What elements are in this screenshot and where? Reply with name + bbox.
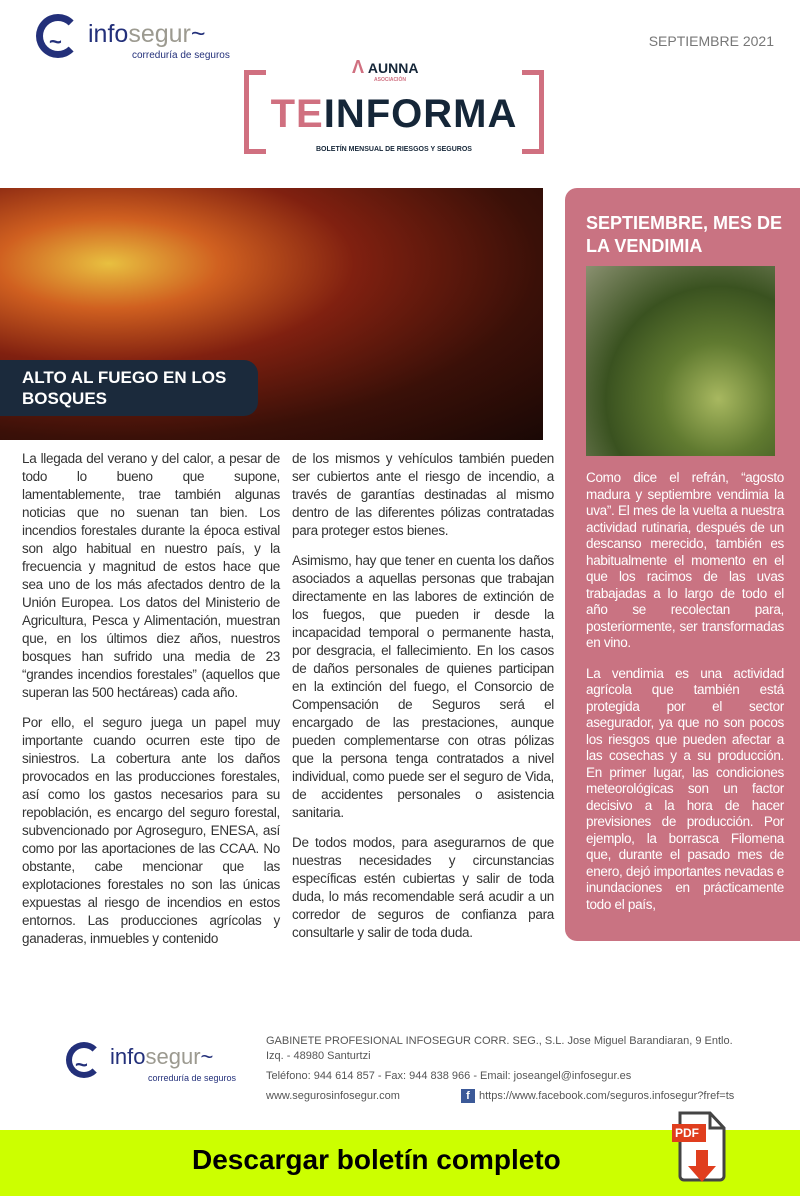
paragraph: Por ello, el seguro juega un papel muy importante cuando ocurren este tipo de siniestros. La cobertura ante los daños provocados en las producciones forestales, así como los gastos necesarios para su repoblación, es encargo del seguro forestal, subvencionado por Agroseguro, ENESA, así como por las aportaciones de las CCAA. No obstante, cabe mencionar que las explotaciones forestales no son las únicas expuestas al riesgo de incendios en estos entornos. Las producciones agrícolas y ganaderas, inmuebles y contenido <box>22 715 280 946</box>
paragraph: Asimismo, hay que tener en cuenta los daños asociados a aquellas personas que trabajan directamente en las labores de extinción de los fuegos, que pueden ir desde la incapacidad temporal o permanente hasta, por desgracia, el fallecimiento. En los casos de daños personales de quienes participan en la extinción del fuego, el Consorcio de Compensación de Seguros será el encargado de las prestaciones, aunque pueden complementarse con otras pólizas que la persona tenga contratados a nivel individual, como puede ser el seguro de Vida, de accidentes personales o asistencia sanitaria. <box>292 553 554 820</box>
masthead <box>244 58 544 158</box>
logo-tagline: correduría de seguros <box>132 50 230 61</box>
logo-mark-icon: ~ <box>36 14 80 58</box>
masthead-subtitle: BOLETÍN MENSUAL DE RIESGOS Y SEGUROS <box>316 146 472 153</box>
aunna-logo <box>352 58 418 83</box>
sidebar-box <box>565 188 800 941</box>
article-title: ALTO AL FUEGO EN LOS BOSQUES <box>0 360 258 416</box>
paragraph: La vendimia es una actividad agrícola que también está protegida por el sector asegurador, ya que no son pocos los riesgos que pueden afectar a las cosechas y a su producción. En primer lugar, las condiciones meteorológicas son un factor decisivo a la hora de hacer previsiones de producción. Por ejemplo, la borrasca Filomena que, durante el pasado mes de enero, dejó importantes nevadas e inundaciones en prácticamente todo el país, <box>586 665 784 912</box>
footer-logo[interactable]: ~ infosegur~ correduría de seguros <box>66 1042 246 1092</box>
paragraph: La llegada del verano y del calor, a pesar de todo lo bueno que supone, lamentablemente, trae también algunas noticias que no suenan tan bien. Los incendios forestales durante la época estival son algo habitual en nuestro país, y la frecuencia y magnitud de estos hace que sea uno de los más afectados dentro de la Unión Europea. Los datos del Ministerio de Agricultura, Pesca y Alimentación, muestran que, en los últimos diez años, nuestros bosques han sufrido una media de 23 “grandes incendios forestales” (aquellos que superan las 500 hectáreas) cada año. <box>22 451 280 700</box>
grapes-image <box>586 266 775 456</box>
article-column-1 <box>22 450 280 960</box>
bracket-right <box>522 70 544 154</box>
infosegur-logo[interactable]: ~ infosegur~ correduría de seguros <box>36 14 236 64</box>
title-informa: INFORMA <box>323 92 518 136</box>
logo-mark-icon: ~ <box>66 1042 102 1078</box>
logo-text-segur: segur <box>128 20 191 48</box>
logo-tagline: correduría de seguros <box>148 1073 237 1083</box>
footer-address: GABINETE PROFESIONAL INFOSEGUR CORR. SEG., S.L. Jose Miguel Barandiaran, 9 Entlo. Izq. - 48980 Santurtzi <box>266 1035 733 1062</box>
paragraph: de los mismos y vehículos también pueden ser cubiertos ante el riesgo de incendio, a través de garantías destinadas al mismo dentro de las diferentes pólizas contratadas para proteger estos bienes. <box>292 451 554 538</box>
footer-facebook-link[interactable]: https://www.facebook.com/seguros.infosegur?fref=ts <box>479 1090 735 1102</box>
paragraph: De todos modos, para asegurarnos de que nuestras necesidades y circunstancias específicas estén cubiertas y salir de toda duda, lo más recomendable será acudir a un corredor de seguros de confianza para consultarle y salir de toda duda. <box>292 835 554 940</box>
logo-text-info: info <box>110 1044 146 1069</box>
paragraph: Como dice el refrán, “agosto madura y septiembre vendimia la uva”. El mes de la vuelta a nuestra actividad rutinaria, después de un descanso merecido, también es habitualmente el momento en el que los racimos de las uvas trabajadas a lo largo de todo el año se recolectan para, posteriormente, ser transformadas en vino. <box>586 470 784 650</box>
masthead-title <box>266 92 522 136</box>
aunna-sub: ASOCIACIÓN <box>374 77 406 83</box>
footer-info <box>266 1034 746 1109</box>
aunna-name: AUNNA <box>367 60 419 76</box>
issue-date: SEPTIEMBRE 2021 <box>648 33 774 49</box>
article-column-2 <box>292 450 554 954</box>
sidebar-title: SEPTIEMBRE, MES DE LA VENDIMIA <box>586 213 783 256</box>
bracket-left <box>244 70 266 154</box>
aunna-a-icon: Λ <box>352 57 365 77</box>
footer-contact: Teléfono: 944 614 857 - Fax: 944 838 966 - Email: joseangel@infosegur.es <box>266 1070 632 1082</box>
footer-website-link[interactable]: www.segurosinfosegur.com <box>266 1090 400 1102</box>
pdf-badge: PDF <box>675 1126 699 1140</box>
pdf-download-icon[interactable] <box>672 1110 728 1186</box>
facebook-icon[interactable]: f <box>461 1089 475 1103</box>
sidebar-text <box>586 470 784 913</box>
logo-text-info: info <box>88 20 129 48</box>
logo-text-segur: segur <box>145 1044 201 1069</box>
title-te: TE <box>270 92 324 136</box>
download-button-label[interactable]: Descargar boletín completo <box>192 1144 561 1175</box>
